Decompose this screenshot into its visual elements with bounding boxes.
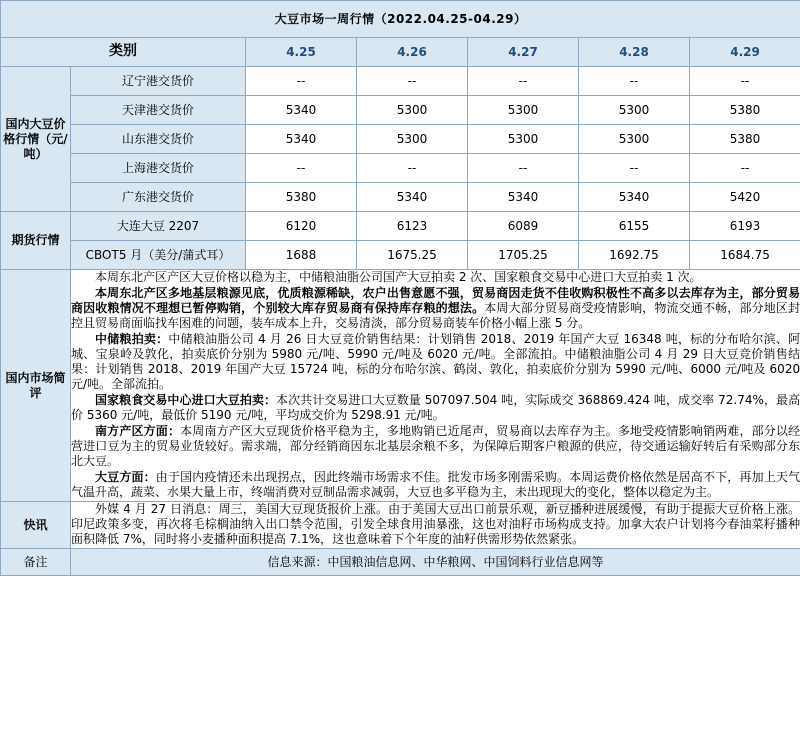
row-name-cbot-may: CBOT5 月（美分/蒲式耳）: [71, 241, 246, 270]
table-row: [1, 96, 800, 125]
cell-value: 5300: [579, 96, 690, 125]
category-header: 类别: [1, 38, 246, 67]
cell-value: 5340: [468, 183, 579, 212]
date-header-2: 4.26: [357, 38, 468, 67]
commentary-row: [1, 270, 800, 502]
commentary-text: 本次共计交易进口大豆数量 507097.504 吨，实际成交 368869.424 吨，成交率 72.74%，最高价 5360 元/吨，最低价 5190 元/吨，平均成交价为 5298.91 元/吨。: [71, 393, 800, 422]
cell-value: 5300: [468, 125, 579, 154]
cell-value: 5340: [579, 183, 690, 212]
cell-value: 5380: [246, 183, 357, 212]
cell-value: 5420: [690, 183, 800, 212]
remark-row: [1, 549, 800, 576]
cell-value: 5300: [357, 96, 468, 125]
row-name-shanghai: 上海港交货价: [71, 154, 246, 183]
news-body: [71, 502, 800, 549]
commentary-body: [71, 270, 800, 502]
cell-value: --: [690, 67, 800, 96]
row-name-liaoning: 辽宁港交货价: [71, 67, 246, 96]
title-row: [1, 1, 800, 38]
commentary-paragraph: [71, 270, 800, 285]
cell-value: 1675.25: [357, 241, 468, 270]
cell-value: --: [357, 67, 468, 96]
news-label: 快讯: [1, 502, 71, 549]
cell-value: 5340: [357, 183, 468, 212]
cell-value: 6089: [468, 212, 579, 241]
date-header-5: 4.29: [690, 38, 800, 67]
commentary-text: 本周大部分贸易商受疫情影响，物流交通不畅，部分地区封控且贸易商面临找车困难的问题，装车成本上升，交易清淡，部分贸易商装车价格小幅上涨 5 分。: [71, 301, 800, 330]
commentary-text: 中储粮油脂公司 4 月 26 日大豆竞价销售结果：计划销售 2018、2019 年国产大豆 16348 吨，标的分布哈尔滨、阿城、宝泉岭及敦化，拍卖底价分别为 5980 元/吨、5990 元/吨及 6020 元/吨。全部流拍。中储粮油脂公司 4 月 29 日大豆竞价销售结果：计划销售 2018、2019 年国产大豆 15724 吨，标的分布哈尔滨、鹤岗、敦化，拍卖底价分别为 5990 元/吨、6000 元/吨及 6020 元/吨。全部流拍。: [71, 332, 800, 391]
cell-value: 5380: [690, 125, 800, 154]
cell-value: --: [357, 154, 468, 183]
cell-value: --: [468, 67, 579, 96]
commentary-paragraph: [71, 424, 800, 469]
cell-value: --: [579, 154, 690, 183]
row-name-guangdong: 广东港交货价: [71, 183, 246, 212]
table-row: [1, 154, 800, 183]
cell-value: 1688: [246, 241, 357, 270]
commentary-paragraph: [71, 286, 800, 331]
cell-value: 5340: [246, 125, 357, 154]
news-paragraph: 外媒 4 月 27 日消息：周三，美国大豆现货报价上涨。由于美国大豆出口前景乐观，新豆播种进展缓慢，有助于提振大豆价格上涨。印尼政策多变，再次将毛棕榈油纳入出口禁令范围，引发全球食用油暴涨，这也对油籽市场构成支持。加拿大农户计划将今春油菜籽播种面积降低 7%，同时将小麦播种面积提高 7.1%，这也意味着下个年度的油籽供需形势依然紧张。: [71, 502, 800, 546]
cell-value: --: [468, 154, 579, 183]
row-name-tianjin: 天津港交货价: [71, 96, 246, 125]
commentary-paragraph: [71, 470, 800, 500]
commentary-text: 本周南方产区大豆现货价格平稳为主，多地购销已近尾声，贸易商以去库存为主。多地受疫情影响销两难，部分以经营进口豆为主的贸易业货较好。需求端，部分经销商因东北基层余粮不多，为保障后期客户粮源的供应，待交通运输好转后有采购部分东北大豆。: [71, 424, 800, 468]
table-row: [1, 212, 800, 241]
cell-value: 1684.75: [690, 241, 800, 270]
cell-value: 1705.25: [468, 241, 579, 270]
table-row: [1, 125, 800, 154]
remark-source: 信息来源：中国粮油信息网、中华粮网、中国饲料行业信息网等: [71, 549, 800, 576]
date-header-4: 4.28: [579, 38, 690, 67]
commentary-paragraph: [71, 393, 800, 423]
cell-value: 6120: [246, 212, 357, 241]
cell-value: 5300: [468, 96, 579, 125]
table-row: [1, 67, 800, 96]
commentary-paragraph: [71, 332, 800, 392]
cell-value: 6193: [690, 212, 800, 241]
row-name-dalian-2207: 大连大豆 2207: [71, 212, 246, 241]
commentary-text-bold: 大豆方面：: [95, 470, 156, 484]
cell-value: 1692.75: [579, 241, 690, 270]
page-title: 大豆市场一周行情（2022.04.25-04.29）: [1, 1, 800, 38]
commentary-text-bold: 本周东北产区多地基层粮源见底，优质粮源稀缺，农户出售意愿不强，贸易商因走货不佳收购积极性不高多以去库存为主，部分贸易商因收粮情况不理想已暂停购销，个别较大库存贸易商有保持库存粮的想法。: [71, 286, 800, 315]
remark-label: 备注: [1, 549, 71, 576]
commentary-text-bold: 国家粮食交易中心进口大豆拍卖：: [95, 393, 277, 407]
cell-value: 5300: [579, 125, 690, 154]
date-header-3: 4.27: [468, 38, 579, 67]
cell-value: 5380: [690, 96, 800, 125]
commentary-text-bold: 南方产区方面：: [95, 424, 181, 438]
cell-value: 6123: [357, 212, 468, 241]
section-label-domestic-price: 国内大豆价格行情（元/吨）: [1, 67, 71, 212]
commentary-text-bold: 中储粮拍卖：: [95, 332, 169, 346]
header-row: [1, 38, 800, 67]
date-header-1: 4.25: [246, 38, 357, 67]
commentary-label: 国内市场简评: [1, 270, 71, 502]
news-row: [1, 502, 800, 549]
cell-value: 5300: [357, 125, 468, 154]
cell-value: --: [246, 154, 357, 183]
cell-value: --: [246, 67, 357, 96]
cell-value: 6155: [579, 212, 690, 241]
cell-value: --: [579, 67, 690, 96]
table-row: [1, 183, 800, 212]
table-row: [1, 241, 800, 270]
cell-value: --: [690, 154, 800, 183]
cell-value: 5340: [246, 96, 357, 125]
row-name-shandong: 山东港交货价: [71, 125, 246, 154]
commentary-text: 由于国内疫情还未出现拐点，因此终端市场需求不佳。批发市场多刚需采购。本周运费价格依然是居高不下，再加上天气气温升高，蔬菜、水果大量上市，终端消费对豆制品需求减弱，大豆也多平稳为主，未出现现大的变化，整体以稳定为主。: [71, 470, 800, 499]
commentary-text: 本周东北产区产区大豆价格以稳为主，中储粮油脂公司国产大豆拍卖 2 次、国家粮食交易中心进口大豆拍卖 1 次。: [95, 270, 702, 284]
section-label-futures: 期货行情: [1, 212, 71, 270]
